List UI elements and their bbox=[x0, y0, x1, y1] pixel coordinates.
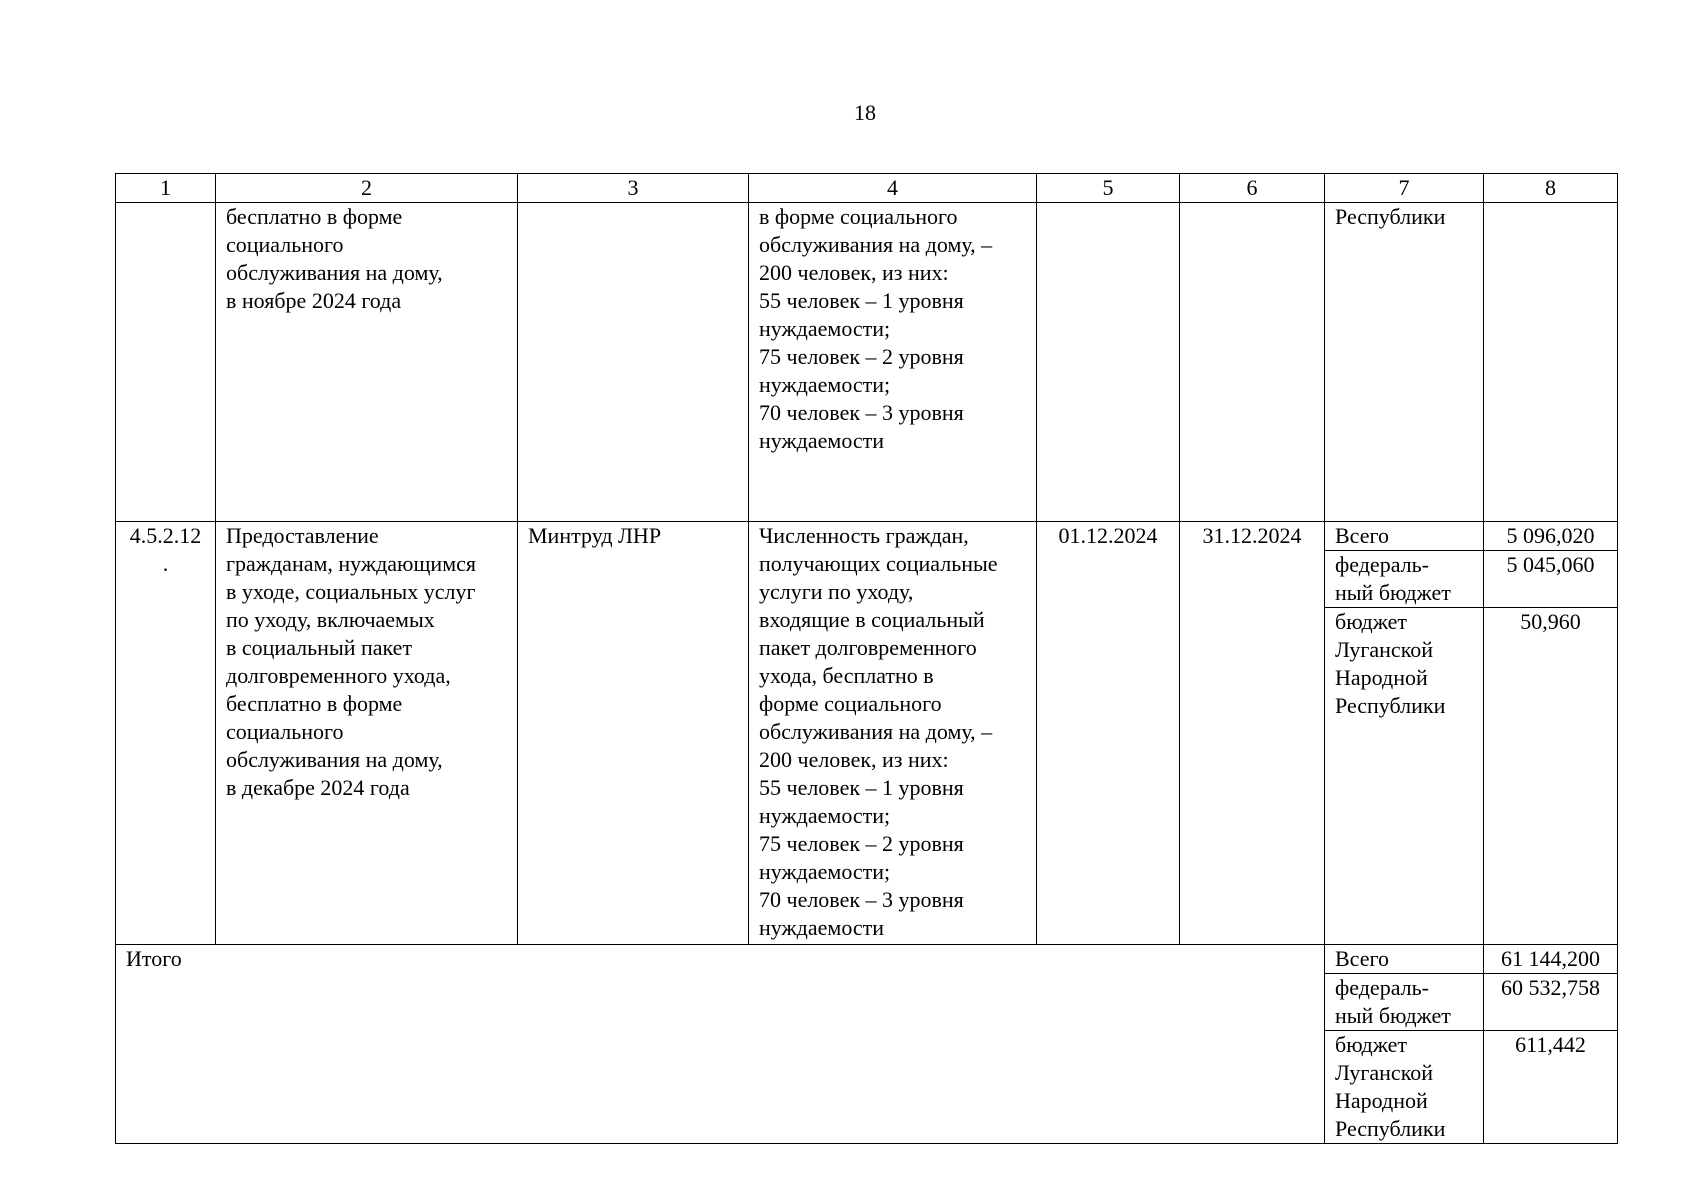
total-amount-regional: 611,442 bbox=[1484, 1031, 1618, 1144]
header-col-3: 3 bbox=[518, 174, 749, 203]
continuation-activity: бесплатно в форме социального обслуживания на дому, в ноябре 2024 года bbox=[216, 203, 518, 522]
funding-source-total: Всего bbox=[1325, 522, 1484, 551]
header-col-6: 6 bbox=[1180, 174, 1325, 203]
table-row bbox=[116, 522, 1618, 551]
funding-amount-federal: 5 045,060 bbox=[1484, 551, 1618, 608]
end-date: 31.12.2024 bbox=[1180, 522, 1325, 945]
total-amount-total: 61 144,200 bbox=[1484, 945, 1618, 974]
continuation-end-date bbox=[1180, 203, 1325, 522]
row-number: 4.5.2.12 . bbox=[116, 522, 216, 945]
continuation-funding-source: Республики bbox=[1325, 203, 1484, 522]
total-source-total: Всего bbox=[1325, 945, 1484, 974]
continuation-executor bbox=[518, 203, 749, 522]
header-col-5: 5 bbox=[1037, 174, 1180, 203]
funding-source-federal: федераль- ный бюджет bbox=[1325, 551, 1484, 608]
page-number: 18 bbox=[854, 100, 876, 125]
program-table bbox=[115, 173, 1618, 1144]
table-header-row bbox=[116, 174, 1618, 203]
header-col-8: 8 bbox=[1484, 174, 1618, 203]
total-label: Итого bbox=[116, 945, 1325, 1144]
total-source-regional: бюджет Луганской Народной Республики bbox=[1325, 1031, 1484, 1144]
table-row bbox=[116, 203, 1618, 522]
funding-source-regional: бюджет Луганской Народной Республики bbox=[1325, 608, 1484, 945]
total-amount-federal: 60 532,758 bbox=[1484, 974, 1618, 1031]
table-row bbox=[116, 945, 1618, 974]
continuation-start-date bbox=[1037, 203, 1180, 522]
continuation-indicator: в форме социального обслуживания на дому, – 200 человек, из них: 55 человек – 1 уровня нуждаемости; 75 человек – 2 уровня нуждаемости; 70 человек – 3 уровня нуждаемости bbox=[749, 203, 1037, 522]
header-col-2: 2 bbox=[216, 174, 518, 203]
header-col-7: 7 bbox=[1325, 174, 1484, 203]
total-source-federal: федераль- ный бюджет bbox=[1325, 974, 1484, 1031]
continuation-amount bbox=[1484, 203, 1618, 522]
activity-description: Предоставление гражданам, нуждающимся в уходе, социальных услуг по уходу, включаемых в социальный пакет долговременного ухода, бесплатно в форме социального обслуживания на дому, в декабре 2024 года bbox=[216, 522, 518, 945]
executor: Минтруд ЛНР bbox=[518, 522, 749, 945]
header-col-4: 4 bbox=[749, 174, 1037, 203]
header-col-1: 1 bbox=[116, 174, 216, 203]
funding-amount-total: 5 096,020 bbox=[1484, 522, 1618, 551]
continuation-col-1 bbox=[116, 203, 216, 522]
indicator-description: Численность граждан, получающих социальные услуги по уходу, входящие в социальный пакет долговременного ухода, бесплатно в форме социального обслуживания на дому, – 200 человек, из них: 55 человек – 1 уровня нуждаемости; 75 человек – 2 уровня нуждаемости; 70 человек – 3 уровня нуждаемости bbox=[749, 522, 1037, 945]
funding-amount-regional: 50,960 bbox=[1484, 608, 1618, 945]
start-date: 01.12.2024 bbox=[1037, 522, 1180, 945]
